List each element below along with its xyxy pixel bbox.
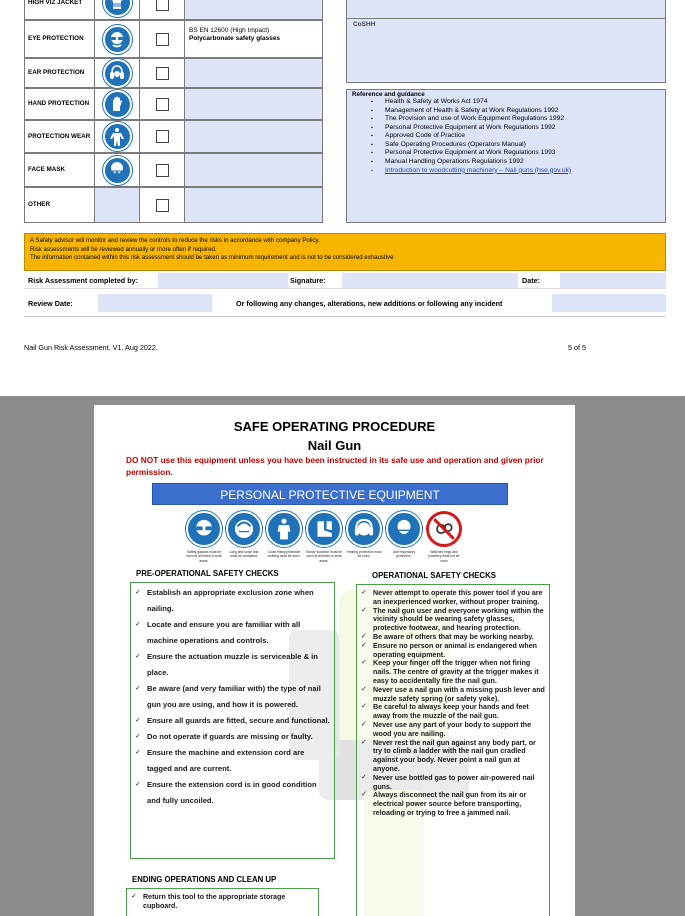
standard-text: BS EN 12600 (High Impact): [189, 27, 270, 34]
ppe-standard-field[interactable]: [185, 154, 322, 186]
notice-line: A Safety advisor will monitor and review the controls to reduce the risks in accordance with company Policy.: [30, 237, 320, 244]
safety-boots-icon: [306, 511, 342, 547]
check-item: ✓ Never attempt to operate this power tool if you are an inexperienced worker, without proper training.: [361, 589, 545, 607]
check-item: ✓ Ensure no person or animal is endangered when operating equipment.: [361, 642, 545, 660]
ppe-caption: Use respiratory protection.: [392, 550, 416, 559]
pre-op-checks: [130, 582, 335, 859]
signature-field[interactable]: [342, 273, 518, 288]
gloves-icon: [103, 90, 132, 119]
coshh-label: CoSHH: [353, 21, 376, 28]
date-label: Date:: [522, 275, 540, 285]
coshh-box[interactable]: [346, 18, 666, 83]
check-item: ✓ Ensure the actuation muzzle is serviceable & in place.: [135, 649, 330, 681]
completed-by-label: Risk Assessment completed by:: [28, 275, 138, 285]
divider: [24, 316, 666, 317]
ppe-standard-field[interactable]: [185, 21, 322, 57]
ppe-banner: PERSONAL PROTECTIVE EQUIPMENT: [152, 483, 508, 505]
review-date-field[interactable]: [98, 294, 212, 312]
ppe-label: HAND PROTECTION: [25, 89, 95, 119]
ppe-caption: Sturdy footwear must be worn at all times in work areas.: [306, 550, 342, 563]
reference-item: ▪ Manual Handling Operations Regulations 1992: [371, 158, 665, 167]
signature-label: Signature:: [290, 275, 326, 285]
ppe-row-other: [24, 187, 323, 223]
check-item: ✓ Be careful to always keep your hands and feet away from the muzzle of the nail gun.: [361, 703, 545, 721]
reference-item: ▪ Personal Protective Equipment at Work Regulations 1992: [371, 124, 665, 133]
sop-warning: DO NOT use this equipment unless you have been instructed in its safe use and operation and given prior permission.: [126, 455, 544, 477]
ppe-caption: Long and loose hair must be contained.: [229, 550, 259, 559]
notice-line: Risk assessments will be reviewed annually or more often if required.: [30, 245, 217, 253]
page-number: 5 of 5: [568, 343, 586, 352]
check-item: ✓ Do not operate if guards are missing or faulty.: [135, 729, 330, 745]
ppe-standard-field[interactable]: [185, 89, 322, 119]
risk-assessment-page: [0, 0, 685, 396]
ppe-row-hand: [24, 88, 323, 120]
review-extra-field[interactable]: [552, 294, 666, 312]
eye-protection-checkbox[interactable]: [156, 33, 169, 46]
ppe-row-eye: [24, 20, 323, 58]
ppe-caption: Hearing protection must be used.: [346, 550, 382, 559]
ppe-standard-field[interactable]: [185, 121, 322, 152]
safety-glasses-icon: [186, 511, 222, 547]
ear-defenders-icon: [103, 59, 132, 88]
ppe-label: OTHER: [25, 188, 95, 222]
sop-ppe-captions: [186, 550, 462, 563]
sop-subtitle: Nail Gun: [307, 438, 362, 453]
face-mask-icon: [103, 156, 132, 185]
check-item: ✓ Always disconnect the nail gun from its air or electrical power source before transporting, reloading or trying to free a jammed nail.: [361, 791, 545, 817]
face-mask-checkbox[interactable]: [156, 164, 169, 177]
reference-list: [347, 98, 665, 175]
protective-clothing-icon: [266, 511, 302, 547]
respirator-icon: [386, 511, 422, 547]
ppe-row-face-mask: [24, 153, 323, 187]
reference-item: ▪ The Provision and use of Work Equipment Regulations 1992: [371, 115, 665, 124]
no-jewellery-icon: [426, 511, 462, 547]
check-item: ✓ Keep your finger off the trigger when not firing nails. The centre of gravity at the trigger makes it easy to accidentally fire the nail gun.: [361, 659, 545, 685]
coveralls-icon: [103, 122, 132, 151]
ppe-row-wear: [24, 120, 323, 153]
sop-title: SAFE OPERATING PROCEDURE: [233, 419, 436, 434]
pre-op-heading: PRE-OPERATIONAL SAFETY CHECKS: [136, 569, 279, 578]
check-item: ✓ Never use any part of your body to support the wood you are nailing.: [361, 721, 545, 739]
check-item: ✓ Ensure the machine and extension cord are tagged and are current.: [135, 745, 330, 777]
ppe-row-ear: [24, 58, 323, 88]
reference-box: [346, 89, 666, 223]
date-field[interactable]: [560, 273, 666, 288]
op-checks: [356, 584, 550, 916]
check-item: ✓ Establish an appropriate exclusion zone when nailing.: [135, 585, 330, 617]
ppe-caption: Watches rings and jewellery must not be worn: [428, 550, 460, 563]
check-item: ✓ Return this tool to the appropriate storage cupboard.: [131, 893, 314, 911]
ppe-label: FACE MASK: [25, 154, 95, 186]
hse-guidance-link[interactable]: ▪ Introduction to woodcutting machinery – Nail guns (hse.gov.uk): [371, 167, 665, 176]
sop-page: [94, 405, 575, 916]
review-date-label: Review Date:: [28, 298, 73, 308]
hand-protection-checkbox[interactable]: [156, 98, 169, 111]
other-icon-field[interactable]: [95, 188, 140, 222]
completed-by-field[interactable]: [158, 273, 288, 288]
reference-item: ▪ Personal Protective Equipment at Work Regulations 1993: [371, 149, 665, 158]
document-reference: Nail Gun Risk Assessment. V1. Aug 2022.: [24, 343, 158, 352]
ppe-label: EYE PROTECTION: [25, 21, 95, 57]
ppe-label: HIGH VIZ JACKET: [25, 0, 95, 19]
reference-item: ▪ Approved Code of Practice: [371, 132, 665, 141]
ending-checks: [126, 888, 319, 916]
ppe-standard-field[interactable]: [185, 59, 322, 87]
notice-line: The information contained within this risk assessment should be taken as minimum requirement and is not to be considered exhaustive: [30, 254, 394, 262]
check-item: ✓ The nail gun user and everyone working within the vicinity should be wearing safety glasses, protective footwear, and hearing protection.: [361, 607, 545, 633]
check-item: ✓ Ensure all guards are fitted, secure and functional.: [135, 713, 330, 729]
ppe-caption: Close fitting/protective clothing must be worn.: [267, 550, 301, 559]
reference-item: ▪ Safe Operating Procedures (Operators Manual): [371, 141, 665, 150]
check-item: ✓ Never rest the nail gun against any body part, or try to climb a ladder with the nail gun cradled against your body. Never point a nail gun at anyone.: [361, 739, 545, 774]
other-checkbox[interactable]: [156, 199, 169, 212]
check-item: ✓ Ensure the extension cord is in good condition and fully uncoiled.: [135, 777, 330, 809]
ear-protection-checkbox[interactable]: [156, 67, 169, 80]
safety-glasses-icon: [103, 25, 132, 54]
reference-item: ▪ Health & Safety at Works Act 1974: [371, 98, 665, 107]
ppe-label: PROTECTION WEAR: [25, 121, 95, 152]
ending-heading: ENDING OPERATIONS AND CLEAN UP: [132, 875, 277, 884]
check-item: ✓ Never use bottled gas to power air-powered nail guns.: [361, 774, 545, 792]
check-item: ✓ Locate and ensure you are familiar with all machine operations and controls.: [135, 617, 330, 649]
check-item: ✓ Never use a nail gun with a missing push lever and muzzle safety spring (or safety yoke).: [361, 686, 545, 704]
op-heading: OPERATIONAL SAFETY CHECKS: [372, 571, 496, 580]
ppe-label: EAR PROTECTION: [25, 59, 95, 87]
long-hair-icon: [226, 511, 262, 547]
standard-text: Polycarbonate safety glasses: [189, 35, 281, 43]
reference-heading: Reference and guidance: [352, 91, 425, 98]
reference-item: ▪ Management of Health & Safety at Work Regulations 1992: [371, 107, 665, 116]
hi-viz-checkbox[interactable]: [156, 0, 169, 11]
check-item: ✓ Be aware (and very familiar with) the type of nail gun you are using, and how it is powered.: [135, 681, 330, 713]
protection-wear-checkbox[interactable]: [156, 130, 169, 143]
ppe-row-hi-viz: [24, 0, 323, 20]
review-notice: [24, 233, 666, 271]
ppe-standard-field[interactable]: [185, 0, 322, 19]
top-right-field[interactable]: [346, 0, 666, 19]
completed-by-row: [24, 272, 666, 289]
review-note: Or following any changes, alterations, new additions or following any incident: [236, 298, 503, 308]
sop-ppe-icons: [186, 511, 462, 547]
hi-vis-jacket-icon: [103, 0, 132, 17]
ppe-caption: Safety glasses must be worn at all times in work areas.: [186, 550, 222, 563]
ppe-standard-field[interactable]: [185, 188, 322, 222]
review-date-row: [24, 293, 666, 313]
check-item: ✓ Be aware of others that may be working nearby.: [361, 633, 545, 642]
ear-protection-icon: [346, 511, 382, 547]
